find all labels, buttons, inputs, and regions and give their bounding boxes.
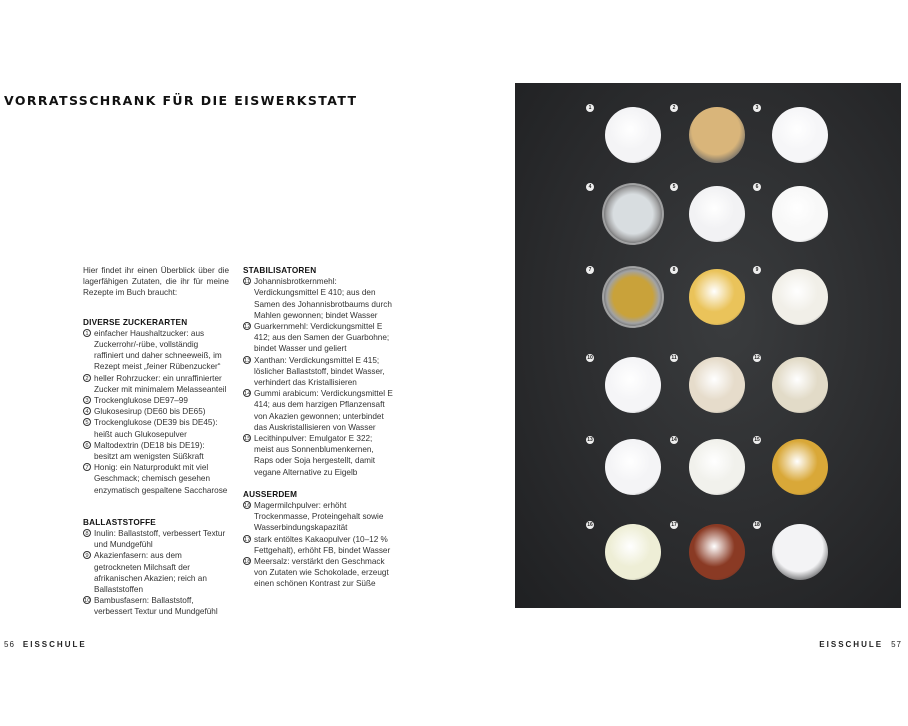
ingredient-sample-1 (605, 107, 661, 163)
ingredient-sample-15 (772, 439, 828, 495)
number-badge: 10 (84, 598, 91, 605)
ingredient-sample-5 (689, 186, 745, 242)
ingredient-sample-10 (605, 357, 661, 413)
sample-number-label: 18 (754, 522, 760, 528)
sample-number-label: 13 (587, 437, 593, 443)
right-text-column (243, 265, 393, 590)
item-text: Meersalz: verstärkt den Geschmack von Zutaten wie Schokolade, erzeugt einen schönen Kontrast zur Süße (254, 557, 389, 589)
footer-brand-left: EISSCHULE (22, 640, 87, 649)
list-item (243, 433, 393, 478)
list-item (83, 462, 229, 496)
sample-number-label: 10 (587, 355, 593, 361)
list-item (243, 500, 393, 534)
sample-number-label: 12 (754, 355, 760, 361)
list-item (83, 440, 229, 462)
footer-left (4, 640, 87, 649)
list-item (83, 595, 229, 617)
ingredient-sample-8 (689, 269, 745, 325)
list-zucker (83, 328, 229, 496)
item-text: Bambusfasern: Ballaststoff, verbessert Textur und Mundgefühl (94, 596, 218, 617)
list-item (243, 534, 393, 556)
item-text: Glukosesirup (DE60 bis DE65) (94, 407, 206, 417)
item-text: einfacher Haushaltzucker: aus Zuckerrohr/-rübe, vollständig raffiniert und daher schneeweiß, im Rezept meist „feiner Rübenzucker“ (94, 328, 222, 372)
sample-number-label: 17 (671, 522, 677, 528)
number-badge: 2 (83, 374, 91, 382)
number-badge: 11 (244, 279, 251, 286)
number-badge: 13 (244, 357, 251, 364)
ingredient-sample-13 (605, 439, 661, 495)
sample-number-label: 11 (671, 355, 677, 361)
intro-paragraph: Hier findet ihr einen Überblick über die lagerfähigen Zutaten, die ihr für meine Rezepte im Buch braucht: (83, 266, 229, 298)
item-text: Gummi arabicum: Verdickungsmittel E 414; aus dem harzigen Pflanzensaft von Akazien gewonnen; unterbindet das Auskristallisieren von Wasser (254, 389, 393, 432)
item-text: stark entöltes Kakaopulver (10–12 % Fettgehalt), erhöht FB, bindet Wasser (254, 534, 391, 555)
item-text: heller Rohrzucker: ein unraffinierter Zucker mit minimalem Melasseanteil (94, 373, 227, 394)
sample-number-label: 4 (586, 183, 594, 191)
footer-right (819, 640, 902, 649)
item-text: Xanthan: Verdickungsmittel E 415; löslicher Ballaststoff, bindet Wasser, verhindert das Kristallisieren (254, 355, 385, 388)
item-text: Lecithinpulver: Emulgator E 322; meist aus Sonnenblumenkernen, Raps oder Soja hergestellt, damit vegane Alternative zu Eigelb (254, 434, 376, 477)
item-text: Maltodextrin (DE18 bis DE19): besitzt am wenigsten Süßkraft (94, 440, 205, 462)
item-text: Akazienfasern: aus dem getrockneten Milchsaft der afrikanischen Akazien; reich an Ballaststoffen (94, 551, 207, 595)
section-heading-ausserdem: AUSSERDEM (243, 489, 298, 499)
number-badge: 16 (244, 503, 251, 510)
list-ausserdem (243, 500, 393, 590)
list-item (243, 321, 393, 355)
sample-number-label: 6 (753, 183, 761, 191)
sample-number-label: 15 (754, 437, 760, 443)
number-badge: 18 (244, 559, 251, 566)
list-item (243, 556, 393, 590)
left-text-column (83, 265, 229, 618)
number-badge: 1 (83, 329, 91, 337)
sample-number-label: 3 (753, 104, 761, 112)
section-heading-ballast: BALLASTSTOFFE (83, 517, 156, 527)
item-text: Honig: ein Naturprodukt mit viel Geschmack; chemisch gesehen enzymatisch gespaltene Saccharose (94, 463, 228, 495)
sample-number-label: 9 (753, 266, 761, 274)
list-item (83, 395, 229, 406)
footer-brand-right: EISSCHULE (819, 640, 884, 649)
item-text: Inulin: Ballaststoff, verbessert Textur und Mundgefühl (94, 529, 226, 550)
sample-number-label: 14 (671, 437, 677, 443)
number-badge: 15 (244, 436, 251, 443)
sample-number-label: 5 (670, 183, 678, 191)
ingredient-sample-17 (689, 524, 745, 580)
number-badge: 8 (83, 529, 91, 537)
number-badge: 17 (244, 536, 251, 543)
sample-number-label: 7 (586, 266, 594, 274)
section-heading-zucker: DIVERSE ZUCKERARTEN (83, 317, 188, 327)
number-badge: 9 (83, 551, 91, 559)
ingredient-sample-16 (605, 524, 661, 580)
ingredient-sample-9 (772, 269, 828, 325)
page-title: VORRATSSCHRANK FÜR DIE EISWERKSTATT (4, 93, 358, 108)
ingredient-sample-18 (772, 524, 828, 580)
ingredient-sample-3 (772, 107, 828, 163)
ingredient-sample-6 (772, 186, 828, 242)
item-text: Johannisbrotkernmehl: Verdickungsmittel E 410; aus den Samen des Johannisbrotbaums durch Mahlen gewonnen; bindet Wasser (254, 277, 392, 320)
list-item (83, 406, 229, 417)
page-number-left: 56 (4, 640, 15, 649)
number-badge: 12 (244, 324, 251, 331)
list-item (83, 417, 229, 439)
page-number-right: 57 (891, 640, 902, 649)
sample-number-label: 2 (670, 104, 678, 112)
ingredient-sample-7 (602, 266, 664, 328)
sample-number-label: 16 (587, 522, 593, 528)
ingredient-sample-12 (772, 357, 828, 413)
list-item (243, 355, 393, 389)
number-badge: 4 (83, 407, 91, 415)
item-text: Magermilchpulver: erhöht Trockenmasse, Proteingehalt sowie Wasserbindungskapazität (254, 501, 384, 533)
ingredient-sample-2 (689, 107, 745, 163)
list-item (243, 388, 393, 433)
ingredient-sample-14 (689, 439, 745, 495)
sample-number-label: 1 (586, 104, 594, 112)
ingredients-photo (515, 83, 901, 608)
sample-number-label: 8 (670, 266, 678, 274)
list-item (83, 373, 229, 395)
list-stabil (243, 276, 393, 478)
list-item (83, 328, 229, 373)
number-badge: 5 (83, 418, 91, 426)
list-item (83, 550, 229, 595)
ingredient-sample-4 (602, 183, 664, 245)
list-item (243, 276, 393, 321)
item-text: Trockenglukose (DE39 bis DE45): heißt auch Glukosepulver (94, 418, 218, 439)
item-text: Guarkernmehl: Verdickungsmittel E 412; aus den Samen der Guarbohne; bindet Wasser und geliert (254, 322, 390, 354)
number-badge: 6 (83, 441, 91, 449)
section-heading-stabil: STABILISATOREN (243, 266, 317, 275)
item-text: Trockenglukose DE97–99 (94, 396, 188, 406)
list-ballast (83, 528, 229, 618)
number-badge: 3 (83, 396, 91, 404)
number-badge: 7 (83, 463, 91, 471)
number-badge: 14 (244, 391, 251, 398)
list-item (83, 528, 229, 550)
ingredient-sample-11 (689, 357, 745, 413)
